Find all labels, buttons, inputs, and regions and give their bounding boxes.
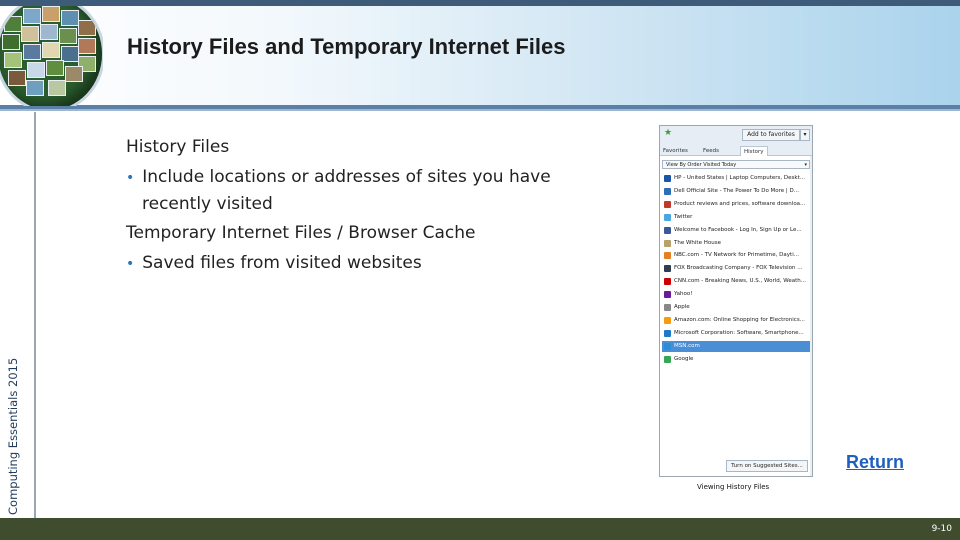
site-favicon-icon [664,201,671,208]
site-favicon-icon [664,252,671,259]
site-favicon-icon [664,214,671,221]
page-number: 9-10 [931,524,952,534]
history-item-label: NBC.com - TV Network for Primetime, Dayti... [674,252,799,259]
history-view-dropdown[interactable] [662,160,810,169]
site-favicon-icon [664,188,671,195]
history-item-label: FOX Broadcasting Company - FOX Television ... [674,265,803,272]
side-divider [34,112,36,518]
bullet-history-line2: recently visited [142,194,273,214]
heading-history-files: History Files [126,137,230,157]
history-list-item[interactable] [662,212,810,223]
history-list-item[interactable] [662,186,810,197]
bullet-icon: • [126,170,135,186]
chevron-down-icon[interactable]: ▾ [800,129,810,141]
bullet-temp-files [126,253,422,273]
history-list-item[interactable] [662,250,810,261]
history-item-label: Google [674,355,694,362]
tab-favorites[interactable]: Favorites [663,148,688,154]
history-item-label: Amazon.com: Online Shopping for Electronics... [674,316,805,323]
globe-image [0,6,102,106]
suggested-sites-button[interactable]: Turn on Suggested Sites... [726,460,808,472]
site-favicon-icon [664,175,671,182]
side-label: Computing Essentials 2015 [6,357,20,515]
tab-history[interactable]: History [740,146,768,156]
history-list-item[interactable] [662,199,810,210]
figure-caption: Viewing History Files [697,483,770,491]
site-favicon-icon [664,291,671,298]
history-list-item[interactable] [662,276,810,287]
footer-bar [0,518,960,540]
bullet-icon: • [126,256,135,272]
site-favicon-icon [664,265,671,272]
history-list-item[interactable] [662,315,810,326]
history-item-label: MSN.com [674,342,700,349]
site-favicon-icon [664,304,671,311]
dropdown-value: View By Order Visited Today [666,162,737,168]
history-item-label: Twitter [674,213,693,220]
heading-temp-files: Temporary Internet Files / Browser Cache [126,223,476,243]
history-item-label: Product reviews and prices, software downloa... [674,200,806,207]
history-item-label: Yahoo! [674,291,693,298]
site-favicon-icon [664,356,671,363]
dropdown-arrow-icon: ▾ [804,162,807,168]
history-item-label: The White House [674,239,721,246]
history-list-item[interactable] [662,225,810,236]
panel-toolbar [660,126,812,156]
history-list-item[interactable] [662,302,810,313]
header-rule-secondary [0,109,960,111]
site-favicon-icon [664,343,671,350]
site-favicon-icon [664,227,671,234]
history-item-label: HP - United States | Laptop Computers, Deskt... [674,175,805,181]
history-list-item[interactable] [662,263,810,274]
history-item-label: Apple [674,304,690,310]
favorites-star-icon: ★ [664,128,673,138]
history-list-item[interactable] [662,238,810,249]
history-list-item[interactable] [662,289,810,300]
site-favicon-icon [664,330,671,337]
site-favicon-icon [664,317,671,324]
bullet-history-line1 [126,167,551,187]
site-favicon-icon [664,240,671,247]
history-list-item[interactable] [662,328,810,339]
return-link[interactable]: Return [846,452,904,472]
globe-logo [0,6,103,106]
add-to-favorites-button[interactable]: Add to favorites [742,129,800,141]
history-item-label: Microsoft Corporation: Software, Smartphone... [674,329,804,336]
site-favicon-icon [664,278,671,285]
bullet-temp-text: Saved files from visited websites [142,253,422,273]
history-item-label: Dell Official Site - The Power To Do More | D... [674,187,800,194]
history-list-item[interactable] [662,354,810,365]
slide-title: History Files and Temporary Internet Files [127,34,566,59]
history-list-item[interactable] [662,341,810,352]
panel-scrollbar[interactable] [810,156,812,476]
bullet-history-text: Include locations or addresses of sites you have [142,167,551,187]
history-panel-screenshot [659,125,813,477]
history-list-item[interactable] [662,173,810,184]
history-item-label: Welcome to Facebook - Log In, Sign Up or Le... [674,226,802,233]
tab-feeds[interactable]: Feeds [703,148,719,154]
history-item-label: CNN.com - Breaking News, U.S., World, Weath... [674,278,807,285]
